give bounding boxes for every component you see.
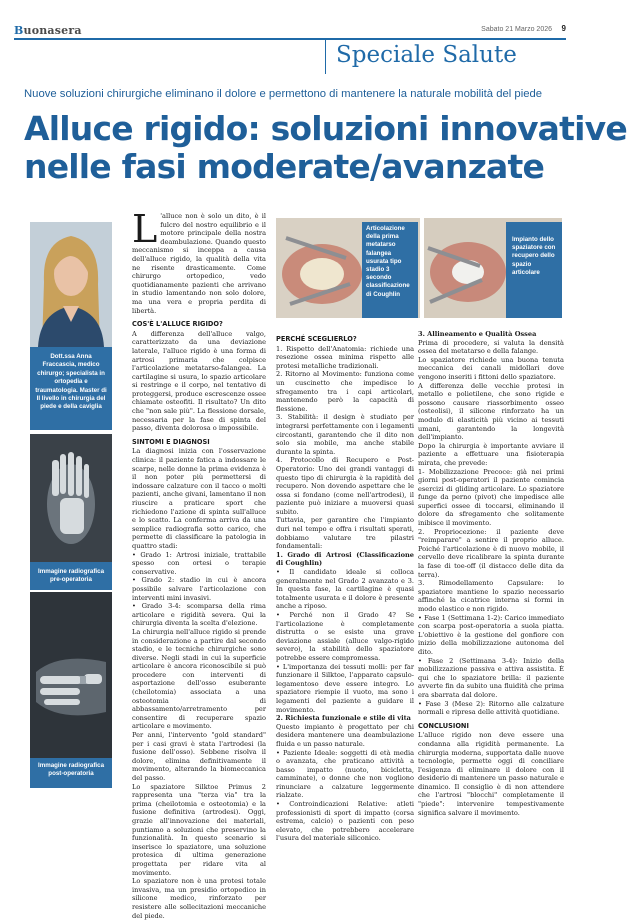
phase-2: • Fase 2 (Settimana 3-4): Inizio della mobilizzazione passiva e attiva assistita. È qui che lo spaziatore brilla: il paziente avverte fin da subito una fluidità che prima era sbarrata dal dolore. xyxy=(418,656,564,699)
lifestyle-heading: 2. Richiesta funzionale e stile di vita xyxy=(276,714,411,723)
grade-3-4: • Grado 3-4: scomparsa della rima articolare e rigidità severa. Qui la chirurgia diventa la scelta d'elezione. xyxy=(132,602,266,628)
alignment-paragraph-3: A differenza delle vecchie protesi in metallo e polietilene, che sono rigide e possono causare riassorbimento osseo (osteolisi), il silicone rinforzato ha un modulo di elasticità più vicino ai tessuti umani, garantendo la longevità dell'impianto. xyxy=(418,381,564,442)
coughlin-2: • Perché non il Grado 4? Se l'articolazione è completamente distrutta o se esiste una grave deviazione assiale (alluce valgo-rigido severo), la stabilità dello spaziatore potrebbe essere compromessa. xyxy=(276,611,414,662)
dateline: Sabato 21 Marzo 2026 xyxy=(481,26,552,33)
intro-paragraph: 'alluce non è solo un dito, è il fulcro del nostro equilibrio e il motore principale della nostra deambulazione. Quando questo meccanismo si inceppa a causa dell'alluce rigido, la qualità della vita ne risente drasticamente. Come chirurgo ortopedico, vedo quotidianamente pazienti che arrivano in studio lamentando non solo dolore, ma una vera e propria perdita di libertà. xyxy=(132,212,266,315)
xray-post-op-image xyxy=(30,592,112,760)
why-3: 3. Stabilità: il design è studiato per integrarsi perfettamente con i legamenti circostanti, garantendo che il dito non solo sia mobile, ma anche stabile durante la spinta. xyxy=(276,413,414,456)
why-1: 1. Rispetto dell'Anatomia: richiede una resezione ossea minima rispetto alle protesi metalliche tradizionali. xyxy=(276,344,414,370)
surgery-photo-2-caption: Impianto dello spaziatore con recupero dello spazio articolare xyxy=(506,222,562,318)
section-header xyxy=(325,40,566,74)
rehab-2: 2. Propriocezione: il paziente deve "reimparare" a sentire il proprio alluce. Poiché l'articolazione è di nuovo mobile, il cervello deve ricalibrare la spinta durante la fase di toe-off (il distacco delle dita da terra). xyxy=(418,527,564,579)
lifestyle-2: • Controindicazioni Relative: atleti professionisti di sport di impatto (corsa estrema, calcio) o pazienti con peso elevato, che potrebbero accelerare l'usura del materiale siliconico. xyxy=(276,800,414,843)
lifestyle-paragraph: Questo impianto è progettato per chi desidera mantenere una deambulazione fluida e un passo naturale. xyxy=(276,722,414,748)
phase-3: • Fase 3 (Mese 2): Ritorno alle calzature normali e ripresa delle attività quotidiane. xyxy=(418,699,564,717)
rehab-1: 1- Mobilizzazione Precoce: già nei primi giorni post-operatori il paziente comincia esercizi di gliding articolare. Lo spaziatore funge da perno (pivot) che impedisce alle superfici ossee di toccarsi, eliminando il dolore da sfregamento che solitamente inibisce il movimento. xyxy=(418,467,564,528)
heading-symptoms: SINTOMI E DIAGNOSI xyxy=(132,437,210,446)
article-column-2 xyxy=(276,330,414,843)
why-2: 2. Ritorno al Movimento: funziona come un cuscinetto che impedisce lo sfregamento tra i capi articolari, mantenendo però la capacità di flessione. xyxy=(276,370,414,413)
phase-1: • Fase 1 (Settimana 1-2): Carico immediato con scarpa post-operatoria a suola piatta. L'obiettivo è la gestione del gonfiore con inizio della mobilizzazione autonoma del dito. xyxy=(418,613,564,656)
conclusions-paragraph: L'alluce rigido non deve essere una condanna alla rigidità permanente. La chirurgia moderna, supportata dalle nuove tecnologie, permette oggi di conciliare l'esigenza di eliminare il dolore con il desiderio di mantenere un passo naturale e dinamico. Il consiglio è di non attendere che l'artrosi "blocchi" completamente il "piede": intervenire tempestivamente significa salvare il movimento. xyxy=(418,731,564,817)
paragraph-gold-standard: Per anni, l'intervento "gold standard" per i casi gravi è stata l'artrodesi (la fusione dell'osso). Sebbene risolva il dolore, elimina definitivamente il movimento, alterando la biomeccanica del passo. xyxy=(132,731,266,782)
heading-why: PERCHÉ SCEGLIERLO? xyxy=(276,335,357,343)
paragraph-spacer-2: Lo spaziatore non è una protesi totale invasiva, ma un presidio ortopedico in silicone medico, rinforzato per resistere alle sollecitazioni meccaniche del piede. xyxy=(132,877,266,920)
xray-pre-op-image xyxy=(30,434,112,562)
xray-pre-op-caption: Immagine radiografica pre-operatoria xyxy=(30,562,112,590)
headline-line-2: nelle fasi moderate/avanzate xyxy=(24,147,545,186)
page-number: 9 xyxy=(561,24,566,33)
alignment-paragraph-2: Lo spaziatore richiede una buona tenuta meccanica dei canali midollari dove vengono inseriti i fittoni dello spaziatore. xyxy=(418,355,564,381)
article-column-3 xyxy=(418,330,564,817)
why-4b: Tuttavia, per garantire che l'impianto duri nel tempo e offra i risultati sperati, dobbiamo valutare tre pilastri fondamentali: xyxy=(276,516,414,551)
portrait-caption: Dott.ssa Anna Fraccascia, medico chirurgo; specialista in ortopedia e traumatologia. Master di II livello in chirurgia del piede e della caviglia xyxy=(30,347,112,430)
coughlin-heading: 1. Grado di Artrosi (Classificazione di Coughlin) xyxy=(276,550,414,568)
headline xyxy=(24,109,627,186)
grade-2: • Grado 2: stadio in cui è ancora possibile salvare l'articolazione con interventi mini invasivi. xyxy=(132,576,266,602)
surgery-photo-1-caption: Articolazione della prima metatarso falangea usurata tipo stadio 3 secondo classificazione di Coughlin xyxy=(362,222,418,318)
coughlin-3: • L'importanza dei tessuti molli: per far funzionare il Silktoe, l'apparato capsulo-legamentoso deve essere integro. Lo spaziatore riempie il vuoto, ma sono i legamenti del paziente a guidare il movimento. xyxy=(276,662,414,714)
rehab-3: 3. Rimodellamento Capsulare: lo spaziatore mantiene lo spazio necessario affinché la cicatrice interna si formi in modo elastico e non rigido. xyxy=(418,579,564,613)
doctor-portrait xyxy=(30,222,112,347)
paragraph-symptoms: La diagnosi inizia con l'osservazione clinica: il paziente fatica a indossare le scarpe, nelle donne la prima evidenza è il non poter più permettersi di indossare calzature con il tacco o molti pazienti, anche givani, lamentano il non riuscire a praticare sport che richiedono l'azione di spinta sull'alluce e lo scatto. La conferma arriva da una semplice radiografia sotto carico, che permette di classificare la patologia in quattro stadi: xyxy=(132,447,266,550)
coughlin-1: • Il candidato ideale si colloca generalmente nel Grado 2 avanzato e 3. In questa fase, la cartilagine è quasi totalmente usurata e il dolore è presente anche a riposo. xyxy=(276,568,414,611)
headline-line-1: Alluce rigido: soluzioni innovative xyxy=(24,109,627,148)
why-4: 4. Protocollo di Recupero e Post-Operatorio: Uno dei grandi vantaggi di questo tipo di chirurgia è la rapidità del recupero. Non dovendo aspettare che le ossa si fondano (come nell'artrodesi), il paziente può iniziare a muoversi quasi subito. xyxy=(276,456,414,516)
rehab-paragraph: Dopo la chirurgia è importante avviare il paziente a effettuare una fisioterapia mirata, che prevede: xyxy=(418,441,564,467)
newspaper-logo: Buonasera xyxy=(14,24,82,37)
alignment-heading: 3. Allineamento e Qualità Ossea xyxy=(418,330,537,338)
lifestyle-1: • Paziente Ideale: soggetti di età media o avanzata, che praticano attività a basso impatto (nuoto, bicicletta, camminate), o donne che non vogliono rinunciare a calzature leggermente rialzate. xyxy=(276,748,414,800)
paragraph-surgery: La chirurgia nell'alluce rigido si prende in considerazione a partire dal secondo stadio, e le tecniche chirurgiche sono diverse. Negli stadi in cui la superficie articolare è ancora riconoscibile si può procedere con interventi di asportazione dell'osso esuberante (cheilotomia) associata a una osteotomia di abbassamento/arretramento per consentire di recuperare spazio articolare e movimento. xyxy=(132,627,266,731)
xray-post-op-caption: Immagine radiografica post-operatoria xyxy=(30,758,112,788)
paragraph-spacer: Lo spaziatore Silktoe Primus 2 rappresenta una "terza via" tra la prima (cheilotomia e osteotomia) e la fusione definitiva (artrodesi). Oggi, grazie all'innovazione dei materiali, puntiamo a soluzioni che preservino la funzionalità. In questo scenario si inserisce lo spaziatore, una soluzione protesica di ultima generazione progettata per ridare vita al movimento. xyxy=(132,782,266,877)
article-column-1 xyxy=(132,207,266,920)
heading-conclusions: CONCLUSIONI xyxy=(418,721,469,730)
section-title: Speciale Salute xyxy=(336,42,517,68)
masthead xyxy=(14,24,566,38)
paragraph-what-is: A differenza dell'alluce valgo, caratterizzato da una deviazione laterale, l'alluce rigido è una forma di artrosi primaria che colpisce l'articolazione metatarso-falangea. La cartilagine si usura, lo spazio articolare si restringe e il corpo, nel tentativo di proteggersi, produce escrescenze ossee chiamate osteofiti. Il risultato? Un dito che "non sale più". La flessione dorsale, necessaria per la fase di spinta del passo, diventa dolorosa o impossibile. xyxy=(132,329,266,433)
alignment-paragraph: Prima di procedere, si valuta la densità ossea del metatarso e della falange. xyxy=(418,338,564,356)
heading-what-is: COS'È L'ALLUCE RIGIDO? xyxy=(132,320,223,329)
subheadline: Nuove soluzioni chirurgiche eliminano il dolore e permettono di mantenere la naturale mobilità del piede xyxy=(24,88,543,100)
drop-cap: L xyxy=(132,207,158,251)
grade-1: • Grado 1: Artrosi iniziale, trattabile spesso con ortesi o terapie conservative. xyxy=(132,550,266,576)
